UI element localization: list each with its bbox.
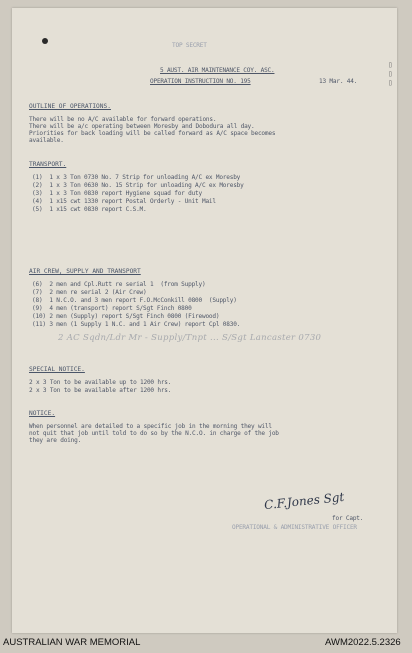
notice-heading: NOTICE. [29,410,56,417]
outline-heading: OUTLINE OF OPERATIONS. [29,103,111,110]
document-title: OPERATION INSTRUCTION NO. 195 [150,78,251,85]
aircrew-item: (6) 2 men and Cpl.Rutt re serial 1 (from Supply) [32,281,206,288]
aircrew-item: (8) 1 N.C.O. and 3 men report F.O.McConkill 0800 (Supply) [32,297,237,304]
document-date: 13 Mar. 44. [319,78,358,85]
outline-line: There will be no A/C available for forward operations. [29,116,217,123]
transport-item: (4) 1 x15 cwt 1330 report Postal Orderly - Unit Mail [32,198,216,205]
transport-item: (2) 1 x 3 Ton 0630 No. 15 Strip for unloading A/C ex Moresby [32,182,244,189]
aircrew-item: (10) 2 men (Supply) report S/Sgt Finch 0800 (Firewood) [32,313,220,320]
transport-item: (5) 1 x15 cwt 0830 report C.S.M. [32,206,147,213]
pencil-note: 2 AC Sqdn/Ldr Mr - Supply/Tnpt ... S/Sgt Lancaster 0730 [58,333,322,343]
notice-line: When personnel are detailed to a specific job in the morning they will [29,423,272,430]
outline-line: Priorities for back loading will be called forward as A/C space becomes [29,130,276,137]
transport-heading: TRANSPORT. [29,161,67,168]
footer-accession-number: AWM2022.5.2326 [325,637,401,648]
top-stamp: TOP SECRET [172,42,207,49]
signature-suffix: for Capt. [332,515,364,522]
notice-line: they are doing. [29,437,82,444]
document-page [12,8,397,633]
punch-hole [42,38,48,44]
footer-source: AUSTRALIAN WAR MEMORIAL [3,637,141,648]
aircrew-item: (7) 2 men re serial 2 (Air Crew) [32,289,147,296]
transport-item: (1) 1 x 3 Ton 0730 No. 7 Strip for unloading A/C ex Moresby [32,174,241,181]
aircrew-item: (11) 3 men (1 Supply 1 N.C. and 1 Air Crew) report Cpl 0830. [32,321,241,328]
edge-marks: ▯ ▯ ▯ [388,60,393,87]
outline-line: available. [29,137,64,144]
special-notice-line: 2 x 3 Ton to be available up to 1200 hrs. [29,379,172,386]
special-notice-line: 2 x 3 Ton to be available after 1200 hrs. [29,387,172,394]
notice-line: not quit that job until told to do so by the N.C.O. in charge of the job [29,430,279,437]
aircrew-item: (9) 4 men (transport) report S/Sgt Finch 0800 [32,305,192,312]
signature: C.F.Jones Sgt [263,489,345,513]
signature-title: OPERATIONAL & ADMINISTRATIVE OFFICER [232,524,357,531]
transport-item: (3) 1 x 3 Ton 0830 report Hygiene squad for duty [32,190,202,197]
outline-line: There will be a/c operating between Moresby and Dobodura all day. [29,123,255,130]
aircrew-heading: AIR CREW, SUPPLY AND TRANSPORT [29,268,141,275]
unit-name: 5 AUST. AIR MAINTENANCE COY. ASC. [160,67,275,74]
special-notice-heading: SPECIAL NOTICE. [29,366,85,373]
